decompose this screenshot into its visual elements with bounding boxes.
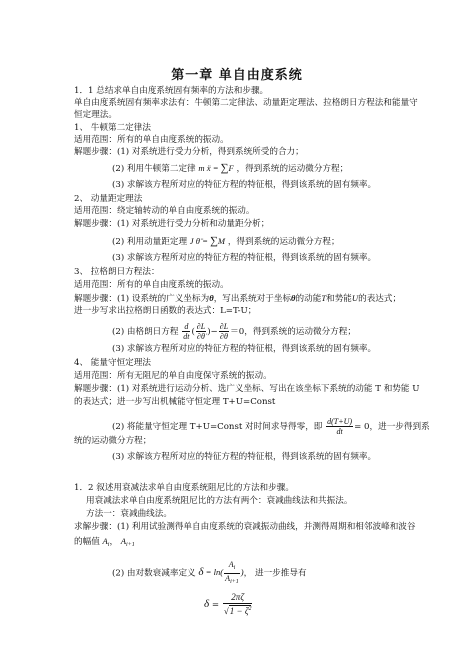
method-1-step2-tail: ，得到系统的运动微分方程；: [236, 164, 349, 174]
method-3-step1-cont: 进一步写求出拉格朗日函数的表达式：L=T-U；: [74, 306, 257, 316]
method-3-scope: 适用范围：所有的单自由度系统的振动。: [74, 280, 229, 290]
section-1-2-step2-tail: ， 进一步推导有: [243, 568, 307, 579]
method-2-scope: 适用范围：绕定轴转动的单自由度系统的振动。: [74, 206, 255, 216]
method-3-step1-part-b: ，写出系统对于坐标: [213, 294, 292, 304]
theta-symbol: θ: [209, 293, 214, 303]
section-1-1-heading: 1．1 总结求单自由度系统固有频率的方法和步骤。: [74, 86, 269, 96]
method-2-heading: 2、 动量距定理法: [74, 194, 143, 204]
section-1-1-intro-line2: 恒定理法。: [74, 110, 117, 120]
method-2-step2-lead: (2) 利用动量距定理: [112, 237, 188, 247]
newton-law-formula: m ẍ = ∑F: [198, 162, 234, 174]
lagrange-dl-dtheta: $\frac{\partial L}{\partial\theta}$: [219, 322, 229, 341]
section-1-2-intro: 用衰减法求单自由度系统阻尼比的方法有两个：衰减曲线法和共振法。: [86, 496, 353, 506]
section-1-2-step1-line1: 求解步骤：(1) 利用试验测得单自由度系统的衰减振动曲线，并测得周期和相邻波峰和波谷: [74, 522, 416, 532]
method-3-heading: 3、 拉格朗日方程法：: [74, 267, 160, 277]
method-2-step2: [112, 236, 340, 248]
method-2-step2-tail: ，得到系统的运动微分方程；: [227, 237, 340, 247]
log-decrement-formula: δ = ln( $\frac{A_i}{A_{i+1}}$ ): [198, 560, 244, 585]
method-2-step3: (3) 求解该方程所对应的特征方程的特征根，得到该系统的固有频率。: [112, 253, 377, 263]
method-1-heading: 1、 牛顿第二定律法: [74, 123, 151, 133]
method-1-step3: (3) 求解该方程所对应的特征方程的特征根，得到该系统的固有频率。: [112, 180, 377, 190]
amplitude-ai-symbol: $A_i$: [102, 536, 110, 548]
section-1-2-step1-line2: 的幅值 $A_i$， $A_{i+1}$: [74, 536, 135, 548]
method-1-scope: 适用范围：所有的单自由度系统的振动。: [74, 135, 229, 145]
method-3-step1: [74, 293, 401, 305]
method-4-step3: (3) 求解该方程所对应的特征方程的特征根，得到该系统的固有频率。: [112, 452, 377, 462]
chapter-title: 第一章 单自由度系统: [171, 68, 303, 83]
section-1-1-intro-line1: 单自由度系统固有频率求法有：牛顿第二定律法、动量距定理法、拉格朗日方程法和能量守: [74, 98, 418, 108]
section-1-2-step2-lead: (2) 由对数衰减率定义: [112, 568, 196, 579]
angular-momentum-formula: J θ̈ = ∑M: [189, 235, 226, 247]
section-1-2-step2: [112, 560, 307, 587]
section-1-2-heading: 1．2 叙述用衰减法求单自由度系统阻尼比的方法和步骤。: [74, 483, 294, 493]
method-3-step1-part-c: 的动能: [295, 294, 322, 304]
method-3-step1-part-a: 解题步骤：(1) 设系统的广义坐标为: [74, 294, 210, 304]
method-4-step2: (2) 将能量守恒定理 T+U=Const 对时间求导得零，即 $\frac{d(T+U)}{dt}$ = 0，进一步得到系: [112, 417, 430, 436]
method-1-step1: 解题步骤：(1) 对系统进行受力分析，得到系统所受的合力；: [74, 147, 304, 157]
method-1-step2: [112, 163, 348, 175]
kinetic-energy-symbol: T: [321, 293, 327, 303]
method-3-step1-part-e: 的表达式；: [358, 294, 402, 304]
lagrange-dl-dtheta-dot: $\frac{\partial L}{\partial\thetȧ}$: [196, 322, 206, 341]
method-3-step2: (2) 由格朗日方程 $\frac{d}{dt}$ ( $\frac{\partial L}{\partial\thetȧ}$ )− $\frac{\partial L}{\partial\theta}$ ＝0，得到系统的运动微分方程；: [112, 322, 356, 341]
lagrange-d-dt: $\frac{d}{dt}$: [183, 322, 190, 341]
method-4-scope: 适用范围：所有无阻尼的单自由度保守系统的振动。: [74, 371, 272, 381]
theta-symbol: θ: [291, 293, 296, 303]
amplitude-ai1-symbol: $A_{i+1}$: [120, 536, 135, 548]
method-4-step1-line1: 解题步骤：(1) 对系统进行运动分析、选广义坐标、写出在该坐标下系统的动能 T 和势能 U: [74, 384, 420, 394]
section-1-2-step1-amplitude-label: 的幅值: [74, 537, 100, 547]
method-4-step2-cont: 统的运动微分方程；: [74, 436, 152, 446]
method-4-heading: 4、 能量守恒定理法: [74, 358, 151, 368]
method-4-step2-tail: ，进一步得到系: [369, 422, 430, 432]
potential-energy-symbol: U: [351, 293, 359, 303]
method-4-step1-line2: 的表达式；进一步写出机械能守恒定理 T+U=Const: [74, 397, 276, 407]
energy-derivative-formula: $\frac{d(T+U)}{dt}$: [327, 417, 353, 436]
method-2-step1: 解题步骤：(1) 对系统进行受力分析和动量距分析；: [74, 219, 270, 229]
method-3-step2-tail: ＝0，得到系统的运动微分方程；: [230, 327, 356, 337]
method-3-step2-lead: (2) 由格朗日方程: [112, 327, 179, 337]
damping-ratio-formula: δ = $\frac{2\pi\zeta}{√1 - \zeta^2}$: [204, 592, 252, 616]
method-1-step2-lead: (2) 利用牛顿第二定律: [112, 164, 196, 174]
section-1-2-method1: 方法一：衰减曲线法。: [86, 509, 172, 519]
method-3-step1-part-d: 和势能: [326, 294, 352, 304]
method-4-step2-lead: (2) 将能量守恒定理 T+U=Const 对时间求导得零，即: [112, 422, 323, 432]
method-3-step3: (3) 求解该方程所对应的特征方程的特征根，得到该系统的固有频率。: [112, 344, 377, 354]
